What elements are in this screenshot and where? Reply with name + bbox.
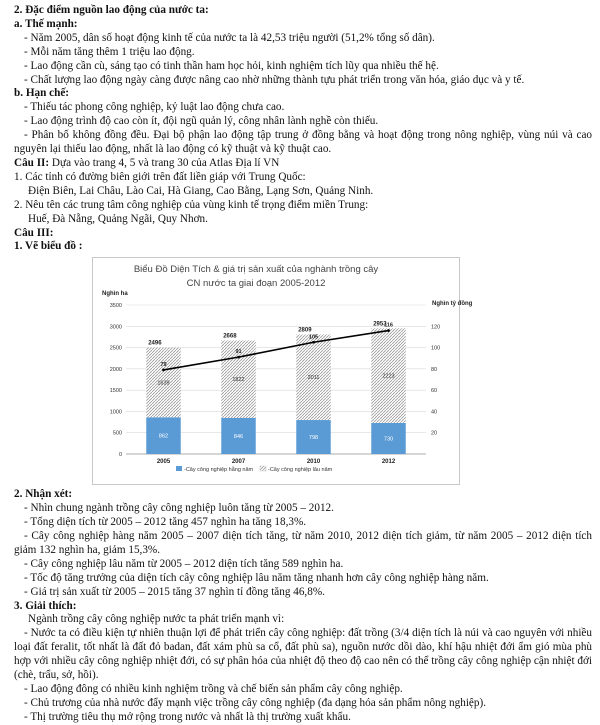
y-tick-label: 3500 — [109, 303, 122, 310]
value-point — [162, 369, 165, 372]
y-tick-label: 2500 — [109, 345, 122, 352]
bullet-item: - Lao động trình độ cao còn ít, đội ngũ quản lý, công nhân lành nghề còn thiếu. — [24, 115, 379, 128]
bar-perennial-label: 1639 — [157, 380, 170, 387]
bullet-item: - Tổng diện tích từ 2005 – 2012 tăng 457 nghìn ha tăng 18,3%. — [24, 516, 307, 529]
y2-tick-label: 20 — [431, 431, 438, 438]
bullet-item: - Cây công nghiệp lâu năm từ 2005 – 2012 diện tích tăng 589 nghìn ha. — [24, 557, 344, 570]
y2-tick-label: 60 — [431, 388, 438, 395]
bar-perennial-label: 1822 — [232, 377, 245, 384]
legend-label-annual: -Cây công nghiệp hằng năm — [184, 467, 254, 474]
question-text: Dựa vào trang 4, 5 và trang 30 của Atlas Địa lí VN — [49, 156, 280, 169]
chart-container — [92, 257, 473, 485]
value-point-label: 105 — [308, 334, 319, 341]
bullet-item: - Nhìn chung ngành trồng cây công nghiệp luôn tăng từ 2005 – 2012. — [24, 502, 334, 515]
y-tick-label: 1500 — [109, 388, 122, 395]
question-item: 2. Nêu tên các trung tâm công nghiệp của vùng kinh tế trọng điểm miền Trung: — [14, 198, 369, 211]
bullet-item: - Lao động cần cù, sáng tạo có tinh thần ham học hỏi, kinh nghiệm tích lũy qua nhiều thế hệ. — [24, 59, 439, 72]
answer-text: Điện Biên, Lai Châu, Lào Cai, Hà Giang, Cao Bằng, Lạng Sơn, Quảng Ninh. — [28, 184, 374, 197]
bullet-item: - Mỗi năm tăng thêm 1 triệu lao động. — [24, 45, 195, 58]
section-heading: 2. Nhận xét: — [14, 488, 73, 501]
value-point-label: 116 — [384, 322, 393, 329]
value-point-label: 79 — [160, 362, 167, 369]
y-tick-label: 2000 — [109, 367, 122, 374]
value-point — [387, 329, 390, 332]
answer-text: Huế, Đà Nẵng, Quảng Ngãi, Quy Nhơn. — [28, 212, 208, 225]
y-tick-label: 0 — [118, 452, 122, 459]
question-item: 1. Các tỉnh có đường biên giới trên đất liền giáp với Trung Quốc: — [14, 170, 306, 183]
bar-annual-label: 730 — [383, 436, 394, 443]
bar-total-label: 2809 — [298, 327, 312, 334]
section-heading: 3. Giải thích: — [14, 599, 77, 612]
y2-tick-label: 120 — [431, 324, 441, 331]
value-point-label: 91 — [235, 349, 242, 356]
section-heading: 2. Đặc điểm nguồn lao động của nước ta: — [14, 4, 209, 16]
y2-tick-label: 100 — [431, 345, 441, 352]
legend-swatch-perennial — [260, 466, 266, 471]
question-label: Câu III: — [14, 226, 54, 239]
question-heading — [14, 157, 592, 171]
y2-axis-label: Nghìn tỷ đồng — [432, 301, 473, 308]
bullet-item: - Chất lượng lao động ngày càng được nâng cao nhờ những thành tựu phát triển trong văn hóa, giáo dục và y tế. — [24, 73, 525, 86]
x-tick-label: 2010 — [306, 459, 321, 466]
y-tick-label: 3000 — [109, 324, 122, 331]
bullet-item: - Năm 2005, dân số hoạt động kinh tế của nước ta là 42,53 triệu người (51,2% tổng số dân). — [24, 31, 435, 44]
legend-swatch-annual — [176, 466, 182, 471]
bullet-item: - Thị trường tiêu thụ mở rộng trong nước và nhất là thị trường xuất khẩu. — [24, 710, 351, 723]
y2-tick-label: 40 — [431, 409, 438, 416]
x-tick-label: 2007 — [231, 459, 246, 466]
chart-title: Biểu Đồ Diện Tích & giá trị sản xuất của nghành trồng cây — [133, 264, 379, 276]
legend-label-perennial: -Cây công nghiệp lâu năm — [268, 467, 333, 474]
x-tick-label: 2005 — [156, 459, 171, 466]
bullet-item: - Giá trị sản xuất từ 2005 – 2015 tăng 37 nghìn tỉ đồng tăng 46,8%. — [24, 585, 325, 598]
bullet-item: - Nước ta có điều kiện tự nhiên thuận lợi để phát triển cây công nghiệp: đất trồng (3/4 diện tích là núi và cao nguyên với nhiều loại đất feralit, tốt nhất là đất đỏ badan, đất xám phù sa cổ, đất phù sa), nguồn nước dồi dào, khí hậu nhiệt đới ẩm gió mùa phù hợp với nhiều cây công nghiệp nhiệt đới, có sự phân hóa của nhiệt độ theo độ cao nên có thể trồng cây công nghiệp cận nhiệt đới (chè, trẩu, sở, hồi). — [14, 627, 592, 682]
bar-total-label: 2668 — [223, 333, 237, 340]
question-label: Câu II: — [14, 156, 50, 169]
y-axis-label: Nghìn ha — [102, 291, 128, 298]
y-tick-label: 500 — [112, 431, 122, 438]
bullet-item: - Thiếu tác phong công nghiệp, kỷ luật lao động chưa cao. — [24, 101, 285, 114]
combo-chart — [92, 257, 473, 485]
subsection-heading: b. Hạn chế: — [14, 87, 70, 100]
y-tick-label: 1000 — [109, 409, 122, 416]
bullet-item: - Chủ trương của nhà nước đẩy mạnh việc trồng cây công nghiệp (đa dạng hóa sản phẩm nông nghiệp). — [24, 696, 487, 709]
value-point — [312, 341, 315, 344]
bullet-item: - Tốc độ tăng trưởng của diện tích cây công nghiệp lâu năm tăng nhanh hơn cây công nghiệp hàng năm. — [24, 571, 489, 584]
bar-annual-label: 846 — [233, 434, 244, 441]
chart-subtitle: CN nước ta giai đoạn 2005-2012 — [186, 278, 326, 290]
subsection-heading: a. Thế mạnh: — [14, 17, 78, 30]
x-tick-label: 2012 — [381, 459, 396, 466]
value-point — [237, 356, 240, 359]
bar-annual-label: 862 — [158, 433, 169, 440]
subsection-heading: 1. Vẽ biểu đồ : — [14, 240, 83, 253]
bar-annual-label: 798 — [308, 435, 319, 442]
bar-total-label: 2496 — [148, 341, 162, 348]
bullet-item: - Lao động đông có nhiều kinh nghiệm trồng và chế biến sản phẩm cây công nghiệp. — [24, 683, 403, 695]
y2-tick-label: 80 — [431, 367, 438, 374]
bullet-item: - Phân bố không đồng đều. Đại bộ phận lao động tập trung ở đồng bằng và hoạt động trong nông nghiệp, vùng núi và cao nguyên lại thiếu lao động, nhất là lao động có kỹ thuật và kỹ thuật cao. — [14, 129, 592, 156]
bar-perennial-label: 2011 — [307, 375, 320, 382]
bullet-item: - Cây công nghiệp hàng năm 2005 – 2007 diện tích tăng, từ năm 2010, 2012 diện tích giảm, từ năm 2005 – 2012 diện tích giảm 132 nghìn ha, giảm 15,3%. — [14, 530, 592, 556]
intro-text: Ngành trồng cây công nghiệp nước ta phát triển mạnh vì: — [28, 613, 285, 626]
bar-total-label: 2953 — [373, 321, 387, 328]
bar-perennial-label: 2223 — [382, 373, 395, 380]
